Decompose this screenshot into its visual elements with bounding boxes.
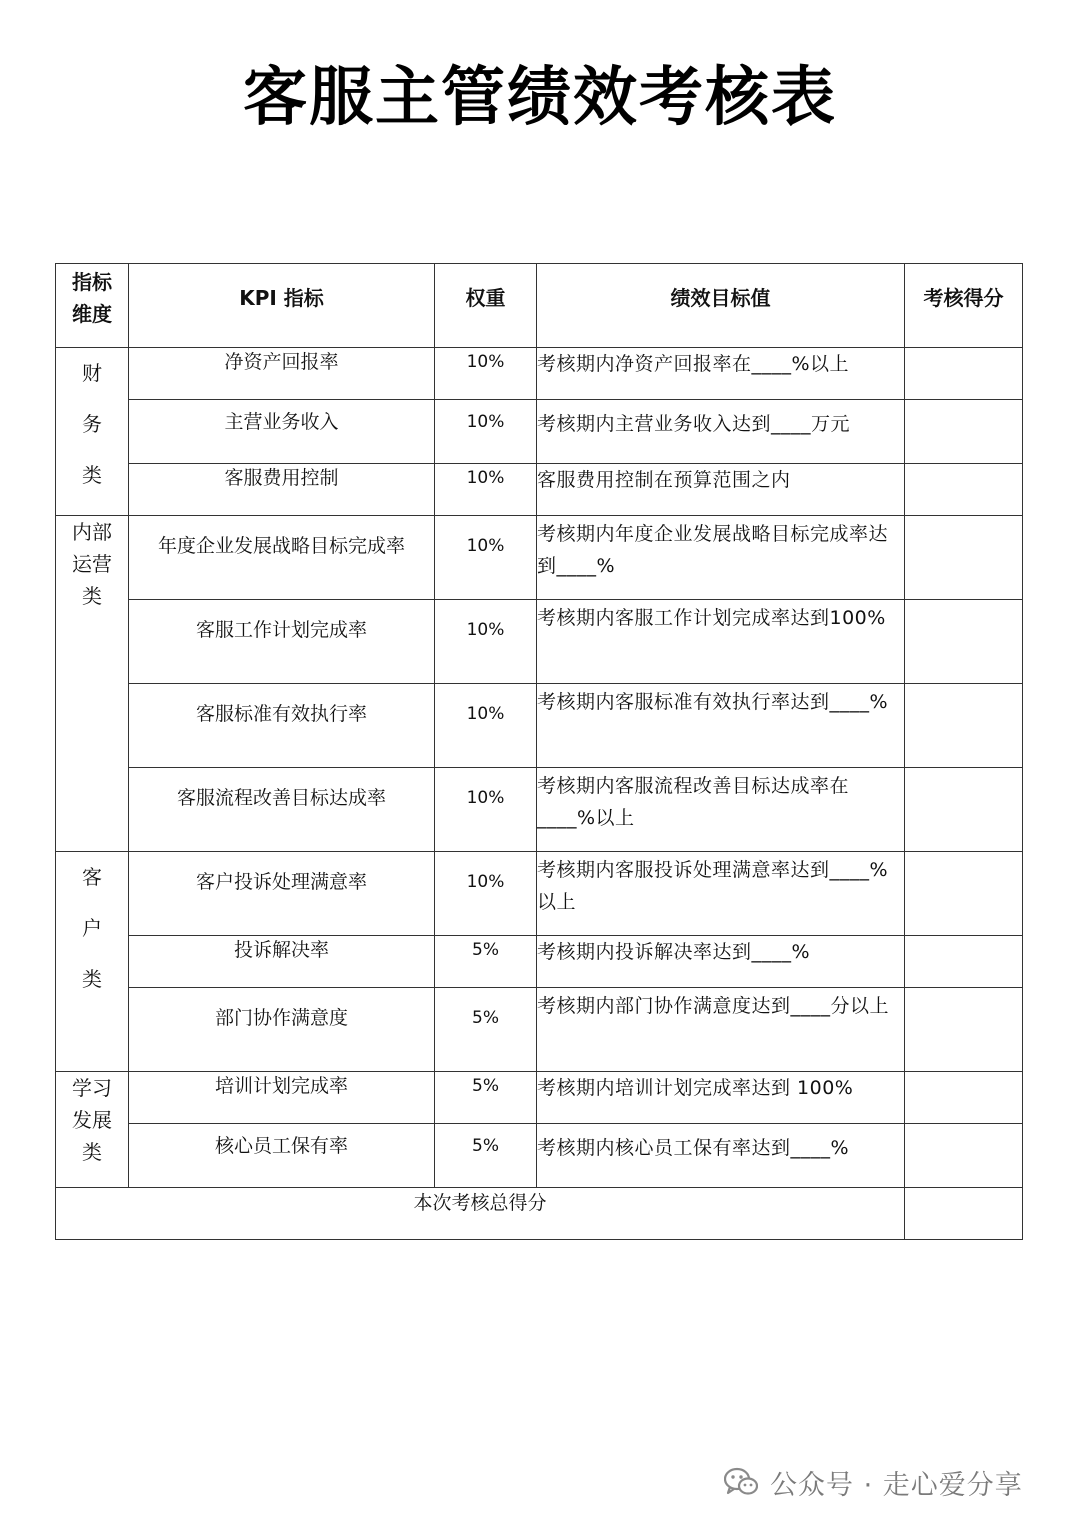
kpi-cell: 培训计划完成率	[129, 1072, 435, 1124]
kpi-cell: 客服标准有效执行率	[129, 684, 435, 768]
score-cell[interactable]	[905, 684, 1023, 768]
table-header-row	[56, 264, 1023, 348]
score-cell[interactable]	[905, 768, 1023, 852]
weight-cell: 5%	[435, 988, 537, 1072]
weight-cell: 10%	[435, 768, 537, 852]
dimension-label: 财 务 类	[82, 361, 102, 487]
watermark-text: 公众号 · 走心爱分享	[770, 1469, 1023, 1501]
weight-cell: 5%	[435, 1072, 537, 1124]
score-cell[interactable]	[905, 1124, 1023, 1188]
kpi-cell: 主营业务收入	[129, 400, 435, 464]
kpi-cell: 部门协作满意度	[129, 988, 435, 1072]
weight-cell: 10%	[435, 348, 537, 400]
table-row	[56, 1072, 1023, 1124]
wechat-icon	[724, 1467, 758, 1497]
table-row	[56, 400, 1023, 464]
total-score-cell[interactable]	[905, 1188, 1023, 1240]
kpi-cell: 客户投诉处理满意率	[129, 852, 435, 936]
table-row	[56, 600, 1023, 684]
target-cell: 考核期内客服工作计划完成率达到100%	[537, 600, 905, 684]
score-cell[interactable]	[905, 600, 1023, 684]
dimension-label: 学习 发展 类	[72, 1076, 112, 1164]
target-cell: 考核期内年度企业发展战略目标完成率达到____%	[537, 516, 905, 600]
weight-cell: 5%	[435, 936, 537, 988]
kpi-cell: 年度企业发展战略目标完成率	[129, 516, 435, 600]
target-cell: 客服费用控制在预算范围之内	[537, 464, 905, 516]
kpi-cell: 净资产回报率	[129, 348, 435, 400]
score-cell[interactable]	[905, 348, 1023, 400]
kpi-cell: 客服流程改善目标达成率	[129, 768, 435, 852]
target-cell: 考核期内净资产回报率在____%以上	[537, 348, 905, 400]
kpi-cell: 客服工作计划完成率	[129, 600, 435, 684]
target-cell: 考核期内投诉解决率达到____%	[537, 936, 905, 988]
weight-cell: 10%	[435, 852, 537, 936]
header-dimension	[56, 264, 129, 348]
target-cell: 考核期内培训计划完成率达到 100%	[537, 1072, 905, 1124]
dimension-cell-customer	[56, 852, 129, 1072]
header-score: 考核得分	[905, 264, 1023, 348]
weight-cell: 10%	[435, 400, 537, 464]
target-cell: 考核期内客服标准有效执行率达到____%	[537, 684, 905, 768]
table-row	[56, 516, 1023, 600]
score-cell[interactable]	[905, 464, 1023, 516]
target-cell: 考核期内核心员工保有率达到____%	[537, 1124, 905, 1188]
score-cell[interactable]	[905, 516, 1023, 600]
kpi-cell: 核心员工保有率	[129, 1124, 435, 1188]
dimension-cell-learning	[56, 1072, 129, 1188]
page-title: 客服主管绩效考核表	[243, 61, 837, 135]
table-row	[56, 1124, 1023, 1188]
table-row	[56, 936, 1023, 988]
score-cell[interactable]	[905, 1072, 1023, 1124]
target-cell: 考核期内客服流程改善目标达成率在____%以上	[537, 768, 905, 852]
score-cell[interactable]	[905, 988, 1023, 1072]
dimension-label: 客 户 类	[82, 865, 102, 991]
weight-cell: 10%	[435, 516, 537, 600]
kpi-cell: 投诉解决率	[129, 936, 435, 988]
table-row	[56, 348, 1023, 400]
kpi-cell: 客服费用控制	[129, 464, 435, 516]
table-row	[56, 852, 1023, 936]
table-row	[56, 464, 1023, 516]
weight-cell: 10%	[435, 600, 537, 684]
watermark	[724, 1460, 1023, 1504]
score-cell[interactable]	[905, 936, 1023, 988]
target-cell: 考核期内部门协作满意度达到____分以上	[537, 988, 905, 1072]
table-row	[56, 684, 1023, 768]
table-row	[56, 988, 1023, 1072]
table-row	[56, 768, 1023, 852]
dimension-cell-operations	[56, 516, 129, 852]
weight-cell: 10%	[435, 464, 537, 516]
total-row	[56, 1188, 1023, 1240]
target-cell: 考核期内客服投诉处理满意率达到____%以上	[537, 852, 905, 936]
header-dimension-label: 指标 维度	[72, 270, 112, 326]
score-cell[interactable]	[905, 400, 1023, 464]
score-cell[interactable]	[905, 852, 1023, 936]
total-label: 本次考核总得分	[56, 1188, 905, 1240]
kpi-table	[55, 263, 1023, 1240]
header-weight: 权重	[435, 264, 537, 348]
dimension-label: 内部 运营 类	[72, 520, 112, 608]
dimension-cell-finance	[56, 348, 129, 516]
header-kpi: KPI 指标	[129, 264, 435, 348]
weight-cell: 5%	[435, 1124, 537, 1188]
target-cell: 考核期内主营业务收入达到____万元	[537, 400, 905, 464]
header-target: 绩效目标值	[537, 264, 905, 348]
weight-cell: 10%	[435, 684, 537, 768]
